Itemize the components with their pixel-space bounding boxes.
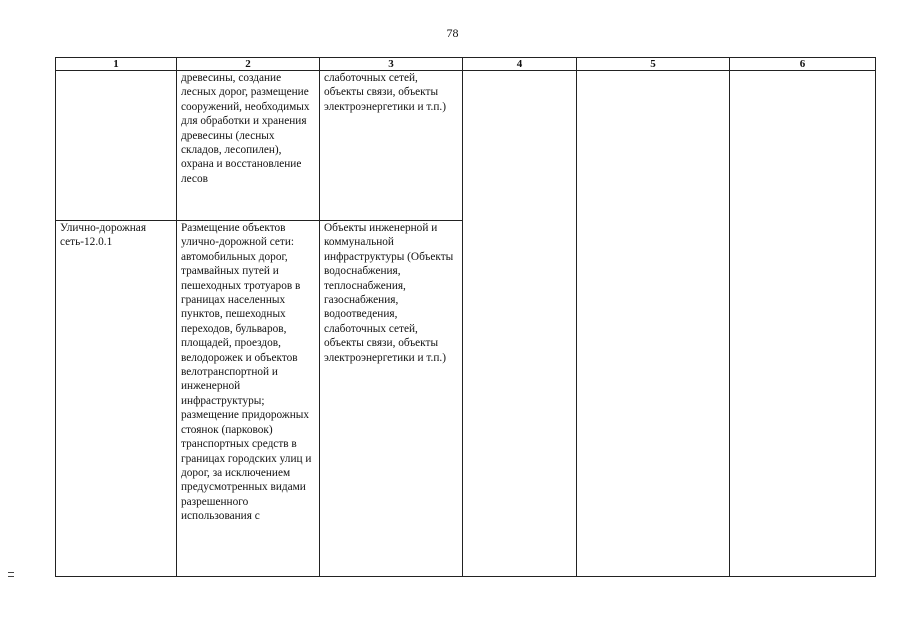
row2-description-text: Размещение объектов улично-дорожной сети: автомобильных дорог, трамвайных путей и пешеходных тротуаров в границах населенных пунктов, пешеходных переходов, бульваров, площадей, проездов, велодорожек и объектов велотранспортной и инженерной инфраструктуры; размещение придорожных стоянок (парковок) транспортных средств в границах городских улиц и дорог, за исключением предусмотренных видами разрешенного использования с [181,222,312,523]
row1-description-text: древесины, создание лесных дорог, размещение сооружений, необходимых для обработки и хранения древесины (лесных складов, лесопилен), охрана и восстановление лесов [181,72,310,185]
row2-description-cell [177,221,320,577]
table-row [56,71,876,221]
header-col-5: 5 [577,58,730,71]
header-col-3: 3 [320,58,463,71]
row1-objects-cell [320,71,463,221]
header-col-2: 2 [177,58,320,71]
row1-objects-text: слаботочных сетей, объекты связи, объекты электроэнергетики и т.п.) [324,72,446,113]
header-col-1: 1 [56,58,177,71]
column-4-cell [463,71,577,577]
scan-margin-mark [8,576,14,577]
row2-land-use-text: Улично-дорожная сеть-12.0.1 [60,222,147,249]
row2-objects-text: Объекты инженерной и коммунальной инфраструктуры (Объекты водоснабжения, теплоснабжения, газоснабжения, водоотведения, слаботочных сетей, объекты связи, объекты электроэнергетики и т.п.) [324,222,454,364]
header-row [56,58,876,71]
row1-description-cell [177,71,320,221]
header-col-6: 6 [730,58,876,71]
page-number: 78 [446,26,459,40]
row1-land-use-cell [56,71,177,221]
header-col-4: 4 [463,58,577,71]
row2-land-use-cell [56,221,177,577]
row2-objects-cell [320,221,463,577]
scan-margin-mark [8,572,14,573]
column-5-cell [577,71,730,577]
column-6-cell [730,71,876,577]
regulation-table [55,57,876,577]
